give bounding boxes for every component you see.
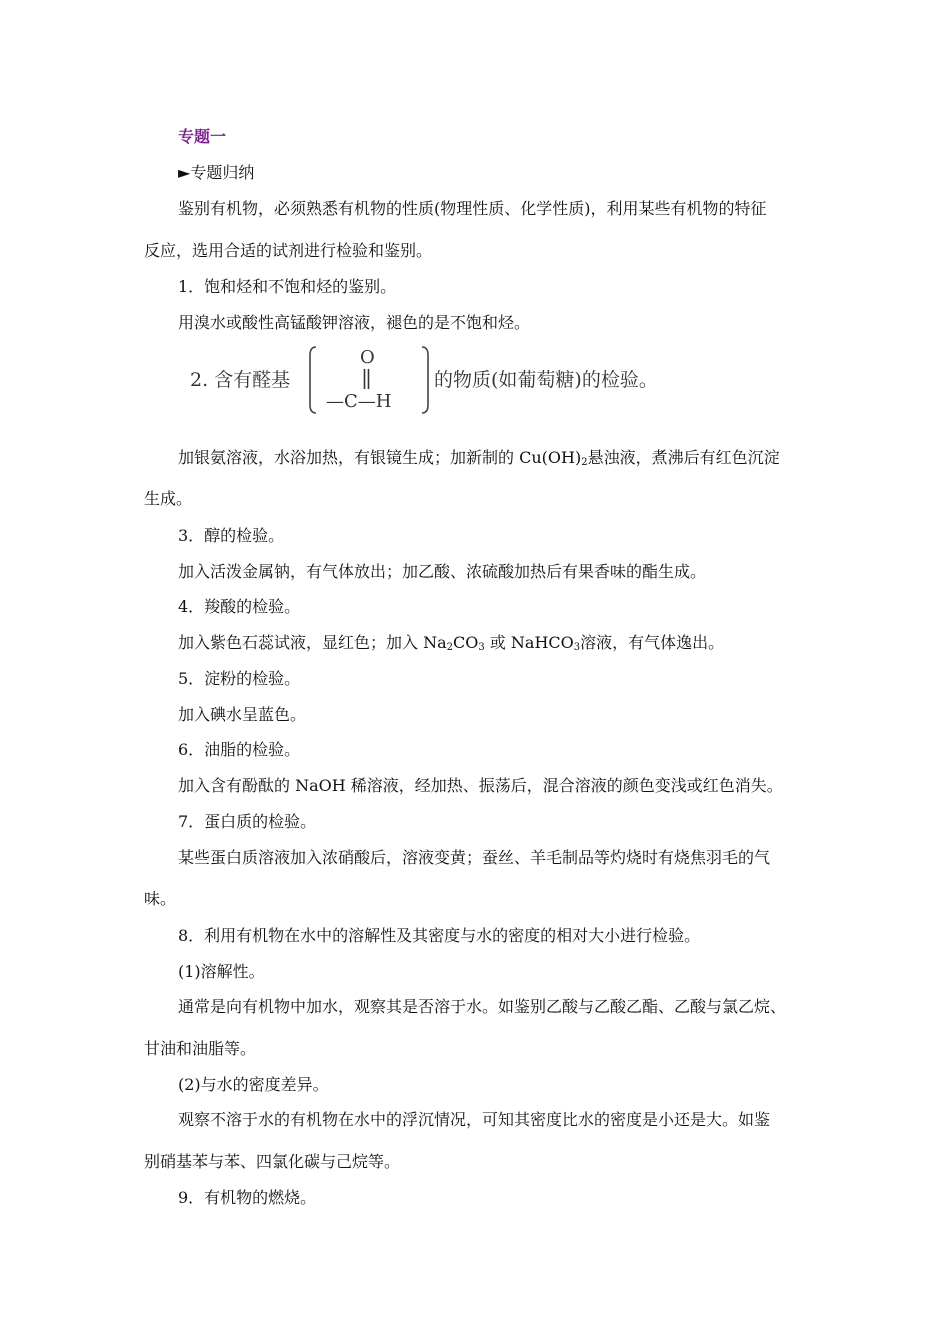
subsection-title: 专题归纳: [190, 163, 255, 182]
intro-line-2: 反应，选用合适的试剂进行检验和鉴别。: [144, 241, 433, 260]
item-8-sub-1-line-2: 甘油和油脂等。: [144, 1039, 257, 1058]
item-6-body: 加入含有酚酞的 NaOH 稀溶液，经加热、振荡后，混合溶液的颜色变浅或红色消失。: [178, 776, 783, 795]
item-8-sub-2-title: (2)与水的密度差异。: [178, 1075, 329, 1094]
item-9-title: 9．有机物的燃烧。: [178, 1188, 317, 1207]
item-8-sub-2-line-1: 观察不溶于水的有机物在水中的浮沉情况，可知其密度比水的密度是小还是大。如鉴: [178, 1110, 771, 1129]
item-6-title: 6．油脂的检验。: [178, 740, 301, 759]
item-8-sub-2-line-2: 别硝基苯与苯、四氯化碳与己烷等。: [144, 1152, 401, 1171]
item-4-body: 加入紫色石蕊试液，显红色；加入 $Na_2CO_3$ 或 NaHCO$_3$溶液，有气体逸出。: [178, 633, 725, 653]
item-7-body-line-1: 某些蛋白质溶液加入浓硝酸后，溶液变黄；蚕丝、羊毛制品等灼烧时有烧焦羽毛的气: [178, 848, 771, 867]
item-8-sub-1-line-1: 通常是向有机物中加水，观察其是否溶于水。如鉴别乙酸与乙酸乙酯、乙酸与氯乙烷、: [178, 997, 787, 1016]
section-title: 专题一: [178, 127, 227, 146]
item-3-body: 加入活泼金属钠，有气体放出；加乙酸、浓硫酸加热后有果香味的酯生成。: [178, 562, 707, 581]
item-2-body-line-2: 生成。: [144, 489, 193, 508]
subsection-heading: [178, 163, 254, 183]
item-8-sub-1-title: (1)溶解性。: [178, 962, 265, 981]
carbon-hydrogen-chain: —C—H: [326, 391, 392, 412]
aldehyde-group-structure: [308, 343, 448, 418]
item-1-body: 用溴水或酸性高锰酸钾溶液，褪色的是不饱和烃。: [178, 313, 531, 332]
item-2-prefix: 2. 含有醛基: [190, 369, 291, 391]
item-5-title: 5．淀粉的检验。: [178, 669, 301, 688]
item-1-title: 1．饱和烃和不饱和烃的鉴别。: [178, 277, 397, 296]
item-3-title: 3．醇的检验。: [178, 526, 285, 545]
item-2-heading-image: [190, 343, 710, 418]
oxygen-atom-label: O: [360, 347, 375, 368]
triangle-marker-icon: ►: [178, 163, 191, 182]
item-7-title: 7．蛋白质的检验。: [178, 812, 317, 831]
item-2-body-line-1: 加银氨溶液，水浴加热，有银镜生成；加新制的 $Cu(OH)_2$悬浊液，煮沸后有红色沉淀: [178, 448, 780, 468]
item-2-suffix: 的物质(如葡萄糖)的检验。: [434, 369, 658, 391]
item-8-title: 8．利用有机物在水中的溶解性及其密度与水的密度的相对大小进行检验。: [178, 926, 701, 945]
item-4-title: 4．羧酸的检验。: [178, 597, 301, 616]
intro-line-1: 鉴别有机物，必须熟悉有机物的性质(物理性质、化学性质)，利用某些有机物的特征: [178, 199, 767, 218]
item-7-body-line-2: 味。: [144, 889, 177, 908]
item-5-body: 加入碘水呈蓝色。: [178, 705, 307, 724]
